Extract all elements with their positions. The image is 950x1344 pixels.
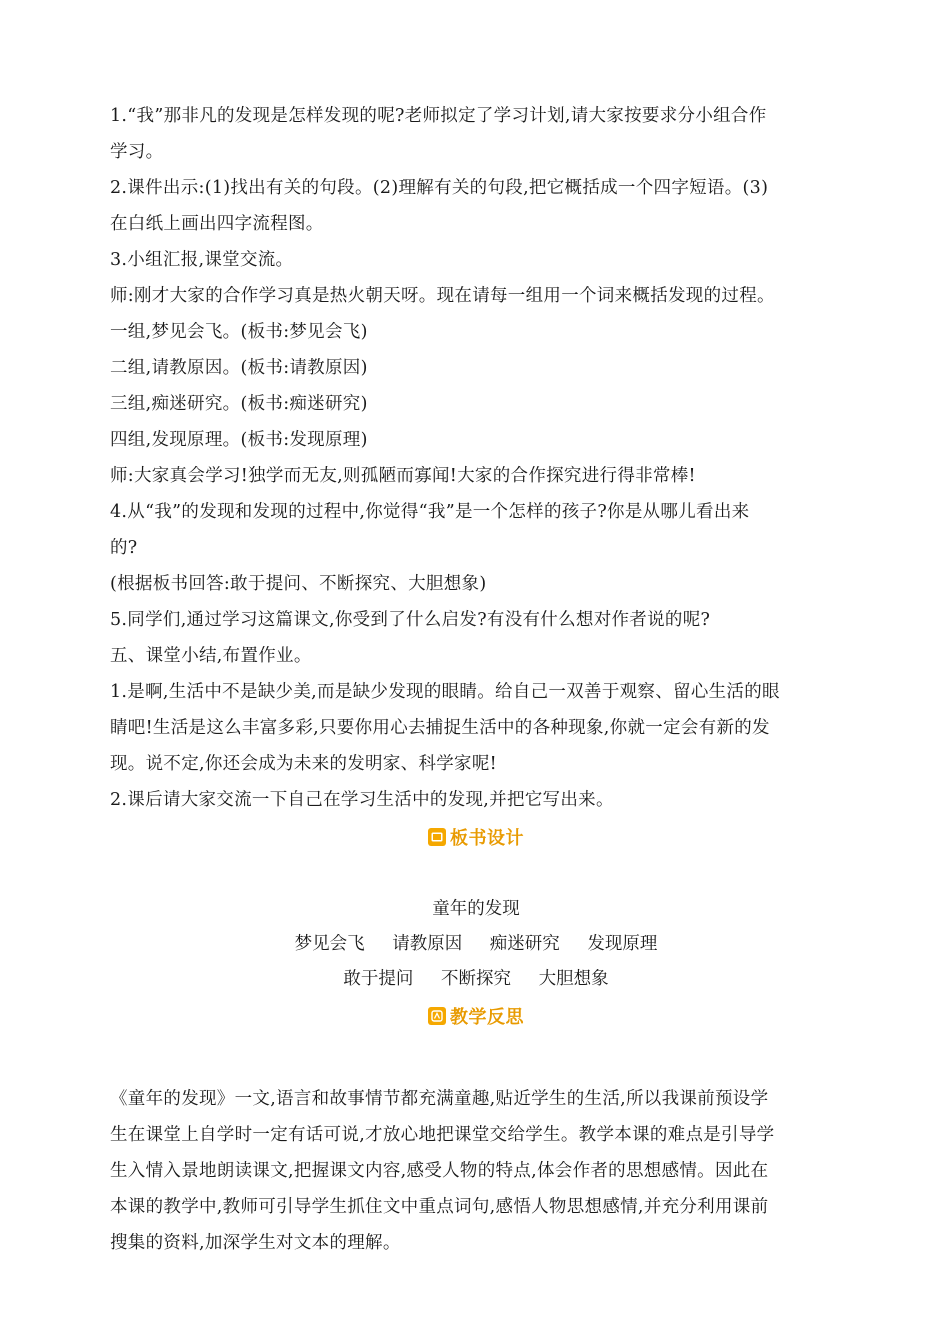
body-line: 一组,梦见会飞。(板书:梦见会飞) xyxy=(110,322,368,342)
board-item: 大胆想象 xyxy=(538,969,609,989)
reflection-line: 生入情入景地朗读课文,把握课文内容,感受人物的特点,体会作者的思想感情。因此在 xyxy=(110,1161,769,1181)
body-line: 4.从“我”的发现和发现的过程中,你觉得“我”是一个怎样的孩子?你是从哪儿看出来 xyxy=(110,502,750,522)
body-line: 5.同学们,通过学习这篇课文,你受到了什么启发?有没有什么想对作者说的呢? xyxy=(110,610,711,630)
body-line: 现。说不定,你还会成为未来的发明家、科学家呢! xyxy=(110,754,497,774)
reflection-icon xyxy=(428,1007,446,1025)
body-line: 四组,发现原理。(板书:发现原理) xyxy=(110,430,368,450)
lesson-body xyxy=(110,98,842,818)
body-line: 的? xyxy=(110,538,138,558)
board-row-process xyxy=(110,927,842,962)
body-line: 师:刚才大家的合作学习真是热火朝天呀。现在请每一组用一个词来概括发现的过程。 xyxy=(110,286,775,306)
body-line: 师:大家真会学习!独学而无友,则孤陋而寡闻!大家的合作探究进行得非常棒! xyxy=(110,466,696,486)
body-line: (根据板书回答:敢于提问、不断探究、大胆想象) xyxy=(110,574,487,594)
body-line: 2.课件出示:(1)找出有关的句段。(2)理解有关的句段,把它概括成一个四字短语。(3) xyxy=(110,178,769,198)
board-design-heading xyxy=(110,820,842,854)
body-line: 五、课堂小结,布置作业。 xyxy=(110,646,312,666)
document-page xyxy=(110,98,842,1261)
body-line: 睛吧!生活是这么丰富多彩,只要你用心去捕捉生活中的各种现象,你就一定会有新的发 xyxy=(110,718,770,738)
body-line: 三组,痴迷研究。(板书:痴迷研究) xyxy=(110,394,368,414)
reflection-heading-label: 教学反思 xyxy=(450,1007,524,1028)
board-design-heading-label: 板书设计 xyxy=(450,828,524,849)
reflection-line: 生在课堂上自学时一定有话可说,才放心地把课堂交给学生。教学本课的难点是引导学 xyxy=(110,1125,775,1145)
body-line: 1.是啊,生活中不是缺少美,而是缺少发现的眼睛。给自己一双善于观察、留心生活的眼 xyxy=(110,682,780,702)
board-icon xyxy=(428,828,446,846)
body-line: 1.“我”那非凡的发现是怎样发现的呢?老师拟定了学习计划,请大家按要求分小组合作 xyxy=(110,106,767,126)
body-line: 学习。 xyxy=(110,142,164,162)
board-item: 敢于提问 xyxy=(343,969,414,989)
body-line: 在白纸上画出四字流程图。 xyxy=(110,214,324,234)
board-title: 童年的发现 xyxy=(432,899,520,919)
body-line: 3.小组汇报,课堂交流。 xyxy=(110,250,294,270)
body-line: 二组,请教原因。(板书:请教原因) xyxy=(110,358,368,378)
board-item: 梦见会飞 xyxy=(294,934,365,954)
reflection-line: 《童年的发现》一文,语言和故事情节都充满童趣,贴近学生的生活,所以我课前预设学 xyxy=(110,1089,769,1109)
board-item: 不断探究 xyxy=(441,969,511,989)
reflection-heading xyxy=(110,999,842,1033)
reflection-text xyxy=(110,1081,842,1261)
reflection-line: 本课的教学中,教师可引导学生抓住文中重点词句,感悟人物思想感情,并充分利用课前 xyxy=(110,1197,769,1217)
board-item: 请教原因 xyxy=(392,934,463,954)
reflection-line: 搜集的资料,加深学生对文本的理解。 xyxy=(110,1233,401,1253)
body-line: 2.课后请大家交流一下自己在学习生活中的发现,并把它写出来。 xyxy=(110,790,614,810)
board-item: 痴迷研究 xyxy=(489,934,560,954)
board-item: 发现原理 xyxy=(587,934,658,954)
board-row-qualities xyxy=(110,962,842,997)
board-design xyxy=(110,892,842,997)
